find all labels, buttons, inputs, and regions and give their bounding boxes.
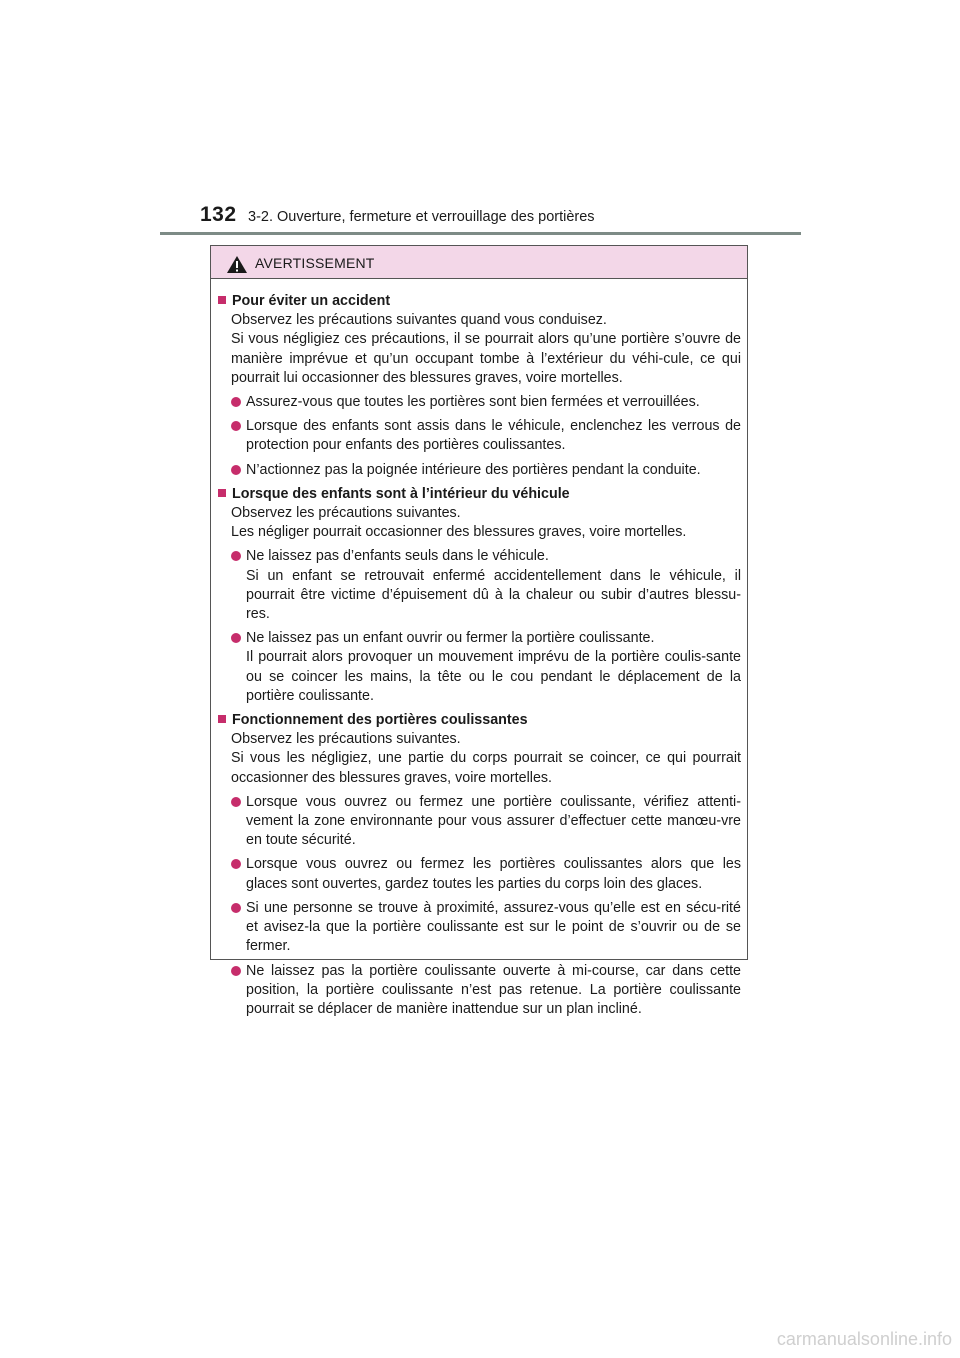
bullet-text [246, 393, 741, 412]
circle-bullet-icon [231, 551, 241, 561]
bullet-paragraph: Si une personne se trouve à proximité, assurez-vous qu’elle est en sécu-rité et avisez-la que la portière coulissante est sur le point de s’ouvrir ou de se fermer. [246, 899, 741, 955]
warning-title: AVERTISSEMENT [255, 255, 375, 271]
topic-paragraphs [218, 730, 741, 788]
list-item [231, 899, 741, 957]
bullet-paragraph: Assurez-vous que toutes les portières sont bien fermées et verrouillées. [246, 394, 700, 411]
circle-bullet-icon [231, 465, 241, 475]
warning-body [211, 279, 747, 1019]
list-item [231, 547, 741, 624]
bullet-text [246, 417, 741, 455]
page-number: 132 [200, 203, 237, 226]
bullet-paragraph: Ne laissez pas d’enfants seuls dans le véhicule. [246, 548, 549, 565]
warning-topic [218, 292, 741, 480]
bullet-paragraph: Il pourrait alors provoquer un mouvement imprévu de la portière coulis-sante ou se coincer les mains, la tête ou le cou pendant le déplacement de la portière coulissante. [246, 649, 741, 704]
warning-topic [218, 485, 741, 706]
square-bullet-icon [218, 489, 226, 497]
circle-bullet-icon [231, 421, 241, 431]
topic-paragraph: Si vous les négligiez, une partie du corps pourrait se coincer, ce qui pourrait occasionner des blessures graves, voire mortelles. [231, 750, 741, 786]
topic-heading-text: Fonctionnement des portières coulissantes [232, 712, 528, 729]
circle-bullet-icon [231, 397, 241, 407]
header-rule [160, 232, 801, 235]
bullet-text [246, 962, 741, 1020]
bullet-paragraph: Lorsque vous ouvrez ou fermez une portière coulissante, vérifiez attenti-vement la zone environnante pour vous assurer d’effectuer cette manœu-vre en toute sécurité. [246, 793, 741, 849]
bullet-paragraph: Lorsque des enfants sont assis dans le véhicule, enclenchez les verrous de protection pour enfants des portières coulissantes. [246, 418, 741, 454]
topic-heading [218, 485, 741, 504]
bullet-list [218, 393, 741, 480]
topic-paragraph: Si vous négligiez ces précautions, il se pourrait alors qu’une portière s’ouvre de manière imprévue et qu’un occupant tombe à l’extérieur du véhi-cule, ce qui pourrait lui occasionner des blessures graves, voire mortelles. [231, 331, 741, 386]
circle-bullet-icon [231, 903, 241, 913]
bullet-paragraph: N’actionnez pas la poignée intérieure des portières pendant la conduite. [246, 461, 701, 478]
circle-bullet-icon [231, 797, 241, 807]
bullet-text [246, 629, 741, 706]
bullet-paragraph: Lorsque vous ouvrez ou fermez les portières coulissantes alors que les glaces sont ouvertes, gardez toutes les parties du corps loin des glaces. [246, 856, 741, 892]
watermark: carmanualsonline.info [776, 1329, 952, 1349]
section-title: 3-2. Ouverture, fermeture et verrouillage des portières [248, 209, 595, 225]
list-item [231, 629, 741, 706]
bullet-list [218, 793, 741, 1019]
topic-heading-text: Lorsque des enfants sont à l’intérieur du véhicule [232, 485, 570, 502]
bullet-text [246, 793, 741, 851]
topic-heading [218, 711, 741, 730]
list-item [231, 793, 741, 851]
bullet-text [246, 855, 741, 893]
list-item [231, 461, 741, 480]
bullet-text [246, 461, 741, 480]
bullet-paragraph: Ne laissez pas la portière coulissante ouverte à mi-course, car dans cette position, la portière coulissante n’est pas retenue. La portière coulissante pourrait se déplacer de manière inattendue sur un plan incliné. [246, 962, 741, 1017]
circle-bullet-icon [231, 633, 241, 643]
topic-heading-text: Pour éviter un accident [232, 293, 391, 309]
warning-triangle-icon [226, 255, 248, 274]
bullet-text [246, 547, 741, 624]
list-item [231, 393, 741, 412]
bullet-list [218, 547, 741, 706]
topic-paragraph: Observez les précautions suivantes. [231, 505, 461, 522]
warning-box [210, 245, 748, 1017]
circle-bullet-icon [231, 859, 241, 869]
bullet-paragraph: Si un enfant se retrouvait enfermé accidentellement dans le véhicule, il pourrait être victime d’épuisement dû à la chaleur ou subir d’autres blessu-res. [246, 567, 741, 623]
list-item [231, 417, 741, 455]
topic-paragraph: Observez les précautions suivantes quand vous conduisez. [231, 312, 607, 329]
circle-bullet-icon [231, 966, 241, 976]
warning-topic [218, 711, 741, 1019]
square-bullet-icon [218, 715, 226, 723]
topic-paragraph: Observez les précautions suivantes. [231, 731, 461, 748]
topic-paragraph: Les négliger pourrait occasionner des blessures graves, voire mortelles. [231, 524, 687, 541]
bullet-paragraph: Ne laissez pas un enfant ouvrir ou fermer la portière coulissante. [246, 630, 655, 647]
topic-paragraphs [218, 311, 741, 388]
topic-heading [218, 292, 741, 311]
bullet-text [246, 899, 741, 957]
list-item [231, 855, 741, 893]
topic-paragraphs [218, 504, 741, 542]
warning-header [211, 246, 747, 279]
square-bullet-icon [218, 296, 226, 304]
list-item [231, 962, 741, 1020]
